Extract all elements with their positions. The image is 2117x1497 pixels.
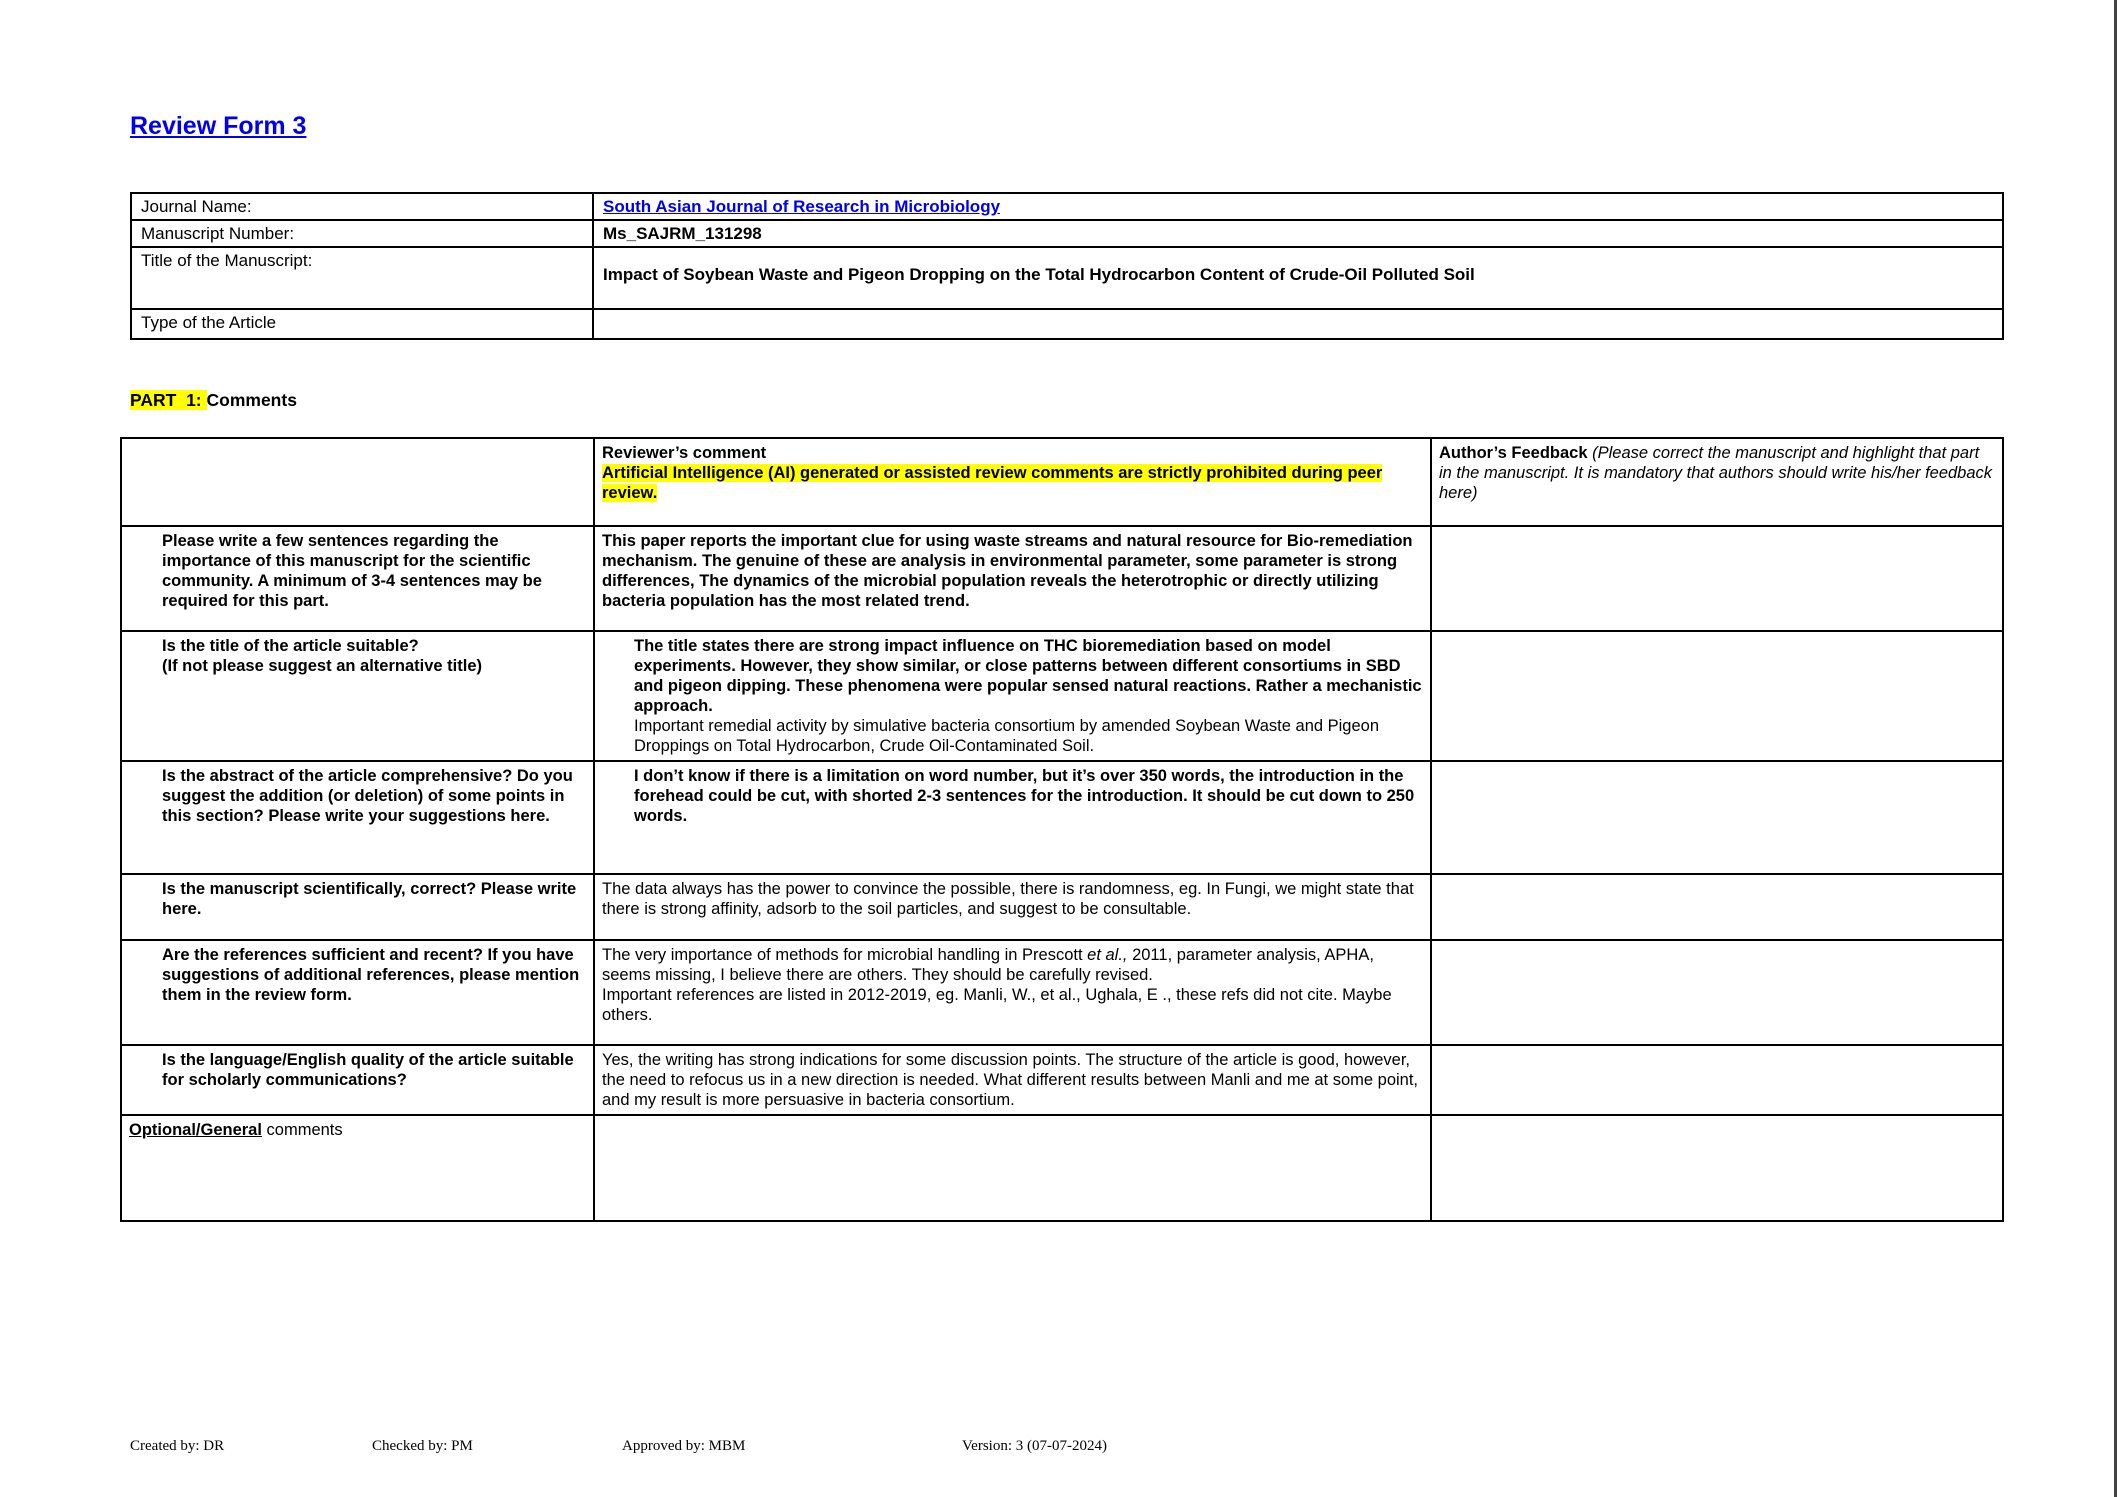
manuscript-info-table	[130, 192, 2004, 340]
footer-approved-by: Approved by: MBM	[622, 1438, 746, 1454]
author-feedback-cell[interactable]	[1431, 631, 2003, 761]
reviewer-answer-language: Yes, the writing has strong indications for some discussion points. The structure of the article is good, however, the need to refocus us in a new direction is needed. What different results between Manli and me at some point, and my result is more persuasive in bacteria consortium.	[602, 1051, 1419, 1109]
question-abstract: Is the abstract of the article comprehensive? Do you suggest the addition (or deletion) of some points in this section? Please write your suggestions here.	[121, 761, 594, 874]
reviewer-answer-importance: This paper reports the important clue for using waste streams and natural resource for Bio-remediation mechanism. The genuine of these are analysis in environmental parameter, some parameter is strong differences, The dynamics of the microbial population reveals the heterotrophic or directly utilizing bacteria population has the most related trend.	[602, 532, 1413, 610]
manuscript-number-value: Ms_SAJRM_131298	[593, 220, 2003, 247]
ai-prohibited-notice: Artificial Intelligence (AI) generated or assisted review comments are strictly prohibited during peer review.	[602, 464, 1383, 502]
author-feedback-cell[interactable]	[1431, 526, 2003, 631]
comments-header-row	[121, 438, 2003, 526]
optional-general-label: Optional/General	[129, 1121, 262, 1139]
footer-created-by: Created by: DR	[130, 1438, 225, 1454]
reviewer-answer-references: The very importance of methods for microbial handling in Prescott et al., 2011, parameter analysis, APHA, seems missing, I believe there are others. They should be carefully revised. Important references are listed in 2012-2019, eg. Manli, W., et al., Ughala, E ., these refs did not cite. Maybe others.	[594, 940, 1431, 1045]
question-references: Are the references sufficient and recent? If you have suggestions of additional references, please mention them in the review form.	[121, 940, 594, 1045]
journal-name-link[interactable]: South Asian Journal of Research in Microbiology	[603, 197, 1001, 216]
header-empty-cell	[121, 438, 594, 526]
table-row	[131, 220, 2003, 247]
author-feedback-cell[interactable]	[1431, 761, 2003, 874]
author-feedback-cell[interactable]	[1431, 1115, 2003, 1221]
table-row	[131, 247, 2003, 309]
reviewer-answer-scientific: The data always has the power to convince the possible, there is randomness, eg. In Fungi, we might state that there is strong affinity, adsorb to the soil particles, and suggest to be consultable.	[602, 880, 1414, 918]
reviewer-answer-abstract: I don’t know if there is a limitation on word number, but it’s over 350 words, the introduction in the forehead could be cut, with shorted 2-3 sentences for the introduction. It should be cut down to 250 words.	[634, 767, 1415, 825]
table-row-importance	[121, 526, 2003, 631]
et-al-italic: et al.,	[1087, 946, 1128, 964]
author-feedback-cell[interactable]	[1431, 940, 2003, 1045]
question-importance: Please write a few sentences regarding the importance of this manuscript for the scientific community. A minimum of 3-4 sentences may be required for this part.	[121, 526, 594, 631]
table-row-scientific	[121, 874, 2003, 940]
reviewer-answer-optional-cell[interactable]	[594, 1115, 1431, 1221]
table-row-title-suitable	[121, 631, 2003, 761]
table-row-abstract	[121, 761, 2003, 874]
reviewer-answer-title-bold: The title states there are strong impact influence on THC bioremediation based on model experiments. However, they show similar, or close patterns between different consortiums in SBD and pigeon dipping. These phenomena were popular sensed natural reactions. Rather a mechanistic approach.	[634, 637, 1422, 715]
article-type-label: Type of the Article	[131, 309, 593, 339]
table-row	[131, 193, 2003, 220]
author-feedback-title: Author’s Feedback	[1439, 444, 1588, 462]
footer-checked-by: Checked by: PM	[372, 1438, 473, 1454]
reviewer-answer-title-regular: Important remedial activity by simulative bacteria consortium by amended Soybean Waste and Pigeon Droppings on Total Hydrocarbon, Crude Oil-Contaminated Soil.	[634, 717, 1380, 755]
part1-label: Comments	[206, 390, 297, 410]
table-row-optional-comments	[121, 1115, 2003, 1221]
journal-name-label: Journal Name:	[131, 193, 593, 220]
manuscript-title-value: Impact of Soybean Waste and Pigeon Dropping on the Total Hydrocarbon Content of Crude-Oil Polluted Soil	[593, 247, 2003, 309]
author-feedback-cell[interactable]	[1431, 1045, 2003, 1115]
manuscript-number-label: Manuscript Number:	[131, 220, 593, 247]
article-type-value-cell[interactable]	[593, 309, 2003, 339]
reviewer-comment-header-cell	[594, 438, 1431, 526]
author-feedback-note: (Please correct the manuscript and highlight that part in the manuscript. It is mandatory that authors should write his/her feedback here)	[1439, 444, 1993, 502]
question-title-suitable: Is the title of the article suitable? (If not please suggest an alternative title)	[121, 631, 594, 761]
author-feedback-header-cell	[1431, 438, 2003, 526]
table-row-references	[121, 940, 2003, 1045]
question-language: Is the language/English quality of the article suitable for scholarly communications?	[121, 1045, 594, 1115]
author-feedback-cell[interactable]	[1431, 874, 2003, 940]
question-scientific: Is the manuscript scientifically, correct? Please write here.	[121, 874, 594, 940]
comments-table	[120, 437, 2004, 1222]
manuscript-title-label: Title of the Manuscript:	[131, 247, 593, 309]
footer-version: Version: 3 (07-07-2024)	[962, 1438, 1107, 1454]
question-optional-comments: Optional/General comments	[121, 1115, 594, 1221]
table-row	[131, 309, 2003, 339]
table-row-language	[121, 1045, 2003, 1115]
part1-badge: PART 1:	[130, 390, 207, 410]
page-title[interactable]: Review Form 3	[130, 112, 307, 140]
part1-heading	[130, 390, 297, 411]
reviewer-comment-title: Reviewer’s comment	[602, 444, 767, 462]
